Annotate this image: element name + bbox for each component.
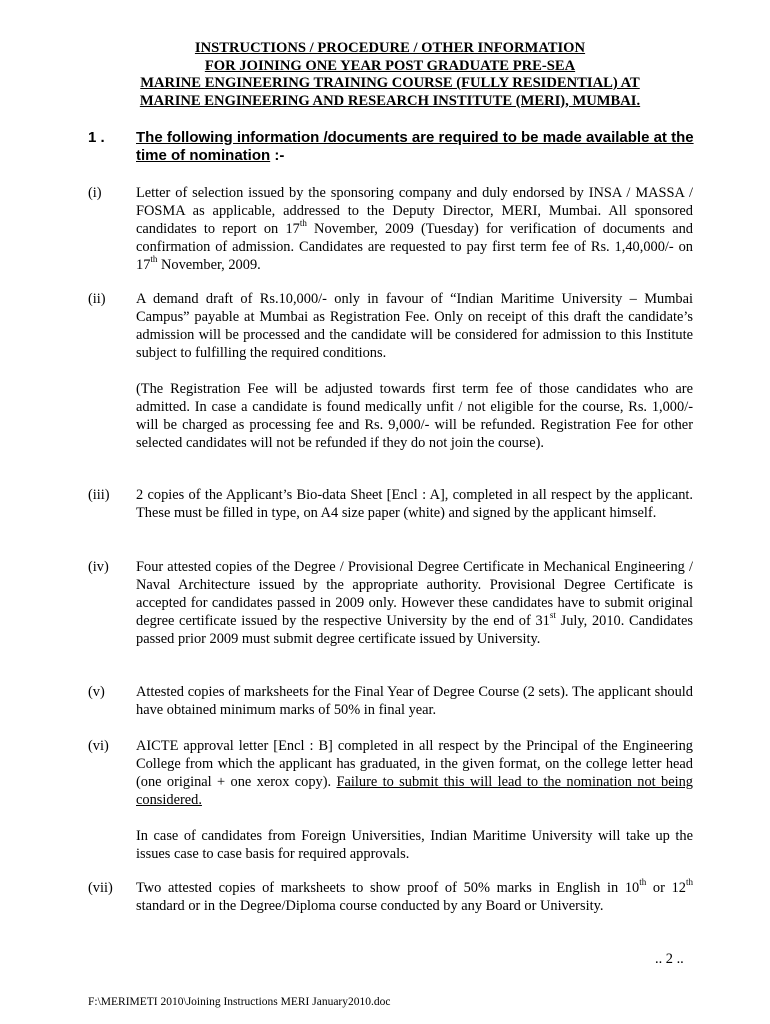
title-line-1: INSTRUCTIONS / PROCEDURE / OTHER INFORMATION [194,40,586,56]
footer-file-path: F:\MERIMETI 2010\Joining Instructions MERI January2010.doc [88,996,391,1008]
list-item-ii [88,290,696,452]
superscript: th [639,877,647,888]
warning-underlined-text: Failure to submit this will lead to the nomination not being considered. [136,774,693,808]
item-text [136,737,693,863]
superscript: th [299,218,307,229]
list-item-vii [88,879,696,915]
superscript: th [150,254,158,265]
item-text [136,290,693,452]
item-text [136,486,693,522]
title-line-2: FOR JOINING ONE YEAR POST GRADUATE PRE-SEA [204,57,576,74]
item-number: (iii) [88,487,110,503]
item-text-part: November, 2009. [157,257,261,273]
item-text-part: standard or in the Degree/Diploma course conducted by any Board or University. [136,898,604,914]
item-paragraph: In case of candidates from Foreign Universities, Indian Maritime University will take up the issues case to case basis for required approvals. [136,828,693,862]
list-item-iii [88,486,696,522]
list-item-v [88,683,696,719]
item-paragraph: (The Registration Fee will be adjusted towards first term fee of those candidates who are admitted. In case a candidate is found medically unfit / not eligible for the course, Rs. 1,000/- will be charged as processing fee and Rs. 9,000/- will be refunded. Registration Fee for other selected candidates will not be refunded if they do not join the course). [136,381,693,451]
item-text [136,558,693,648]
superscript: th [686,877,694,888]
document-title [60,40,720,110]
item-text-part: AICTE approval letter [Encl : B] completed in all respect by the Principal of the Engineering College from which the applicant has graduated, in the given format, on the college letter head (one original + one xerox copy). [136,738,693,790]
item-number: (vi) [88,738,109,754]
item-number: (ii) [88,291,106,307]
item-paragraph: A demand draft of Rs.10,000/- only in favour of “Indian Maritime University – Mumbai Campus” payable at Mumbai as Registration Fee. Only on receipt of this draft the candidate’s admission will be processed and the candidate will be considered for admission to this Institute subject to fulfilling the required conditions. [136,291,693,361]
section-heading-suffix: :- [270,147,285,164]
item-paragraph: 2 copies of the Applicant’s Bio-data Sheet [Encl : A], completed in all respect by the applicant. These must be filled in type, on A4 size paper (white) and signed by the applicant himself. [136,487,693,521]
item-number: (vii) [88,880,113,896]
item-text-part: Letter of selection issued by the sponsoring company and duly endorsed by INSA / MASSA / FOSMA as applicable, addressed to the Deputy Director, MERI, Mumbai. All sponsored candidates to report on 17 [136,185,693,237]
item-number: (iv) [88,559,109,575]
item-text-part: July, 2010. Candidates passed prior 2009 must submit degree certificate issued by University. [136,613,693,647]
section-heading [136,129,696,165]
page-number: .. 2 .. [655,951,684,967]
item-number: (i) [88,185,102,201]
item-text-part: November, 2009 (Tuesday) for verification of documents and confirmation of admission. Candidates are requested to pay first term fee of Rs. 1,40,000/- on 17 [136,221,693,273]
item-text-part: Two attested copies of marksheets to show proof of 50% marks in English in 10 [136,880,640,896]
item-text-part: or 12 [646,880,686,896]
item-text [136,683,693,719]
section-heading-text: The following information /documents are required to be made available at the time of nomination [136,129,694,164]
superscript: st [549,610,556,621]
list-item-i [88,184,696,274]
item-text [136,184,693,274]
item-text [136,879,693,915]
title-line-4: MARINE ENGINEERING AND RESEARCH INSTITUTE (MERI), MUMBAI. [139,92,641,109]
item-paragraph: Attested copies of marksheets for the Final Year of Degree Course (2 sets). The applicant should have obtained minimum marks of 50% in final year. [136,684,693,718]
list-item-iv [88,558,696,648]
section-number: 1 . [88,129,105,146]
item-number: (v) [88,684,105,700]
title-line-3: MARINE ENGINEERING TRAINING COURSE (FULLY RESIDENTIAL) AT [140,75,640,91]
item-text-part: Four attested copies of the Degree / Provisional Degree Certificate in Mechanical Engineering / Naval Architecture issued by the appropriate authority. Provisional Degree Certificate is accepted for candidates passed in 2009 only. However these candidates have to submit original degree certificate issued by the respective University by the end of 31 [136,559,693,629]
list-item-vi [88,737,696,863]
